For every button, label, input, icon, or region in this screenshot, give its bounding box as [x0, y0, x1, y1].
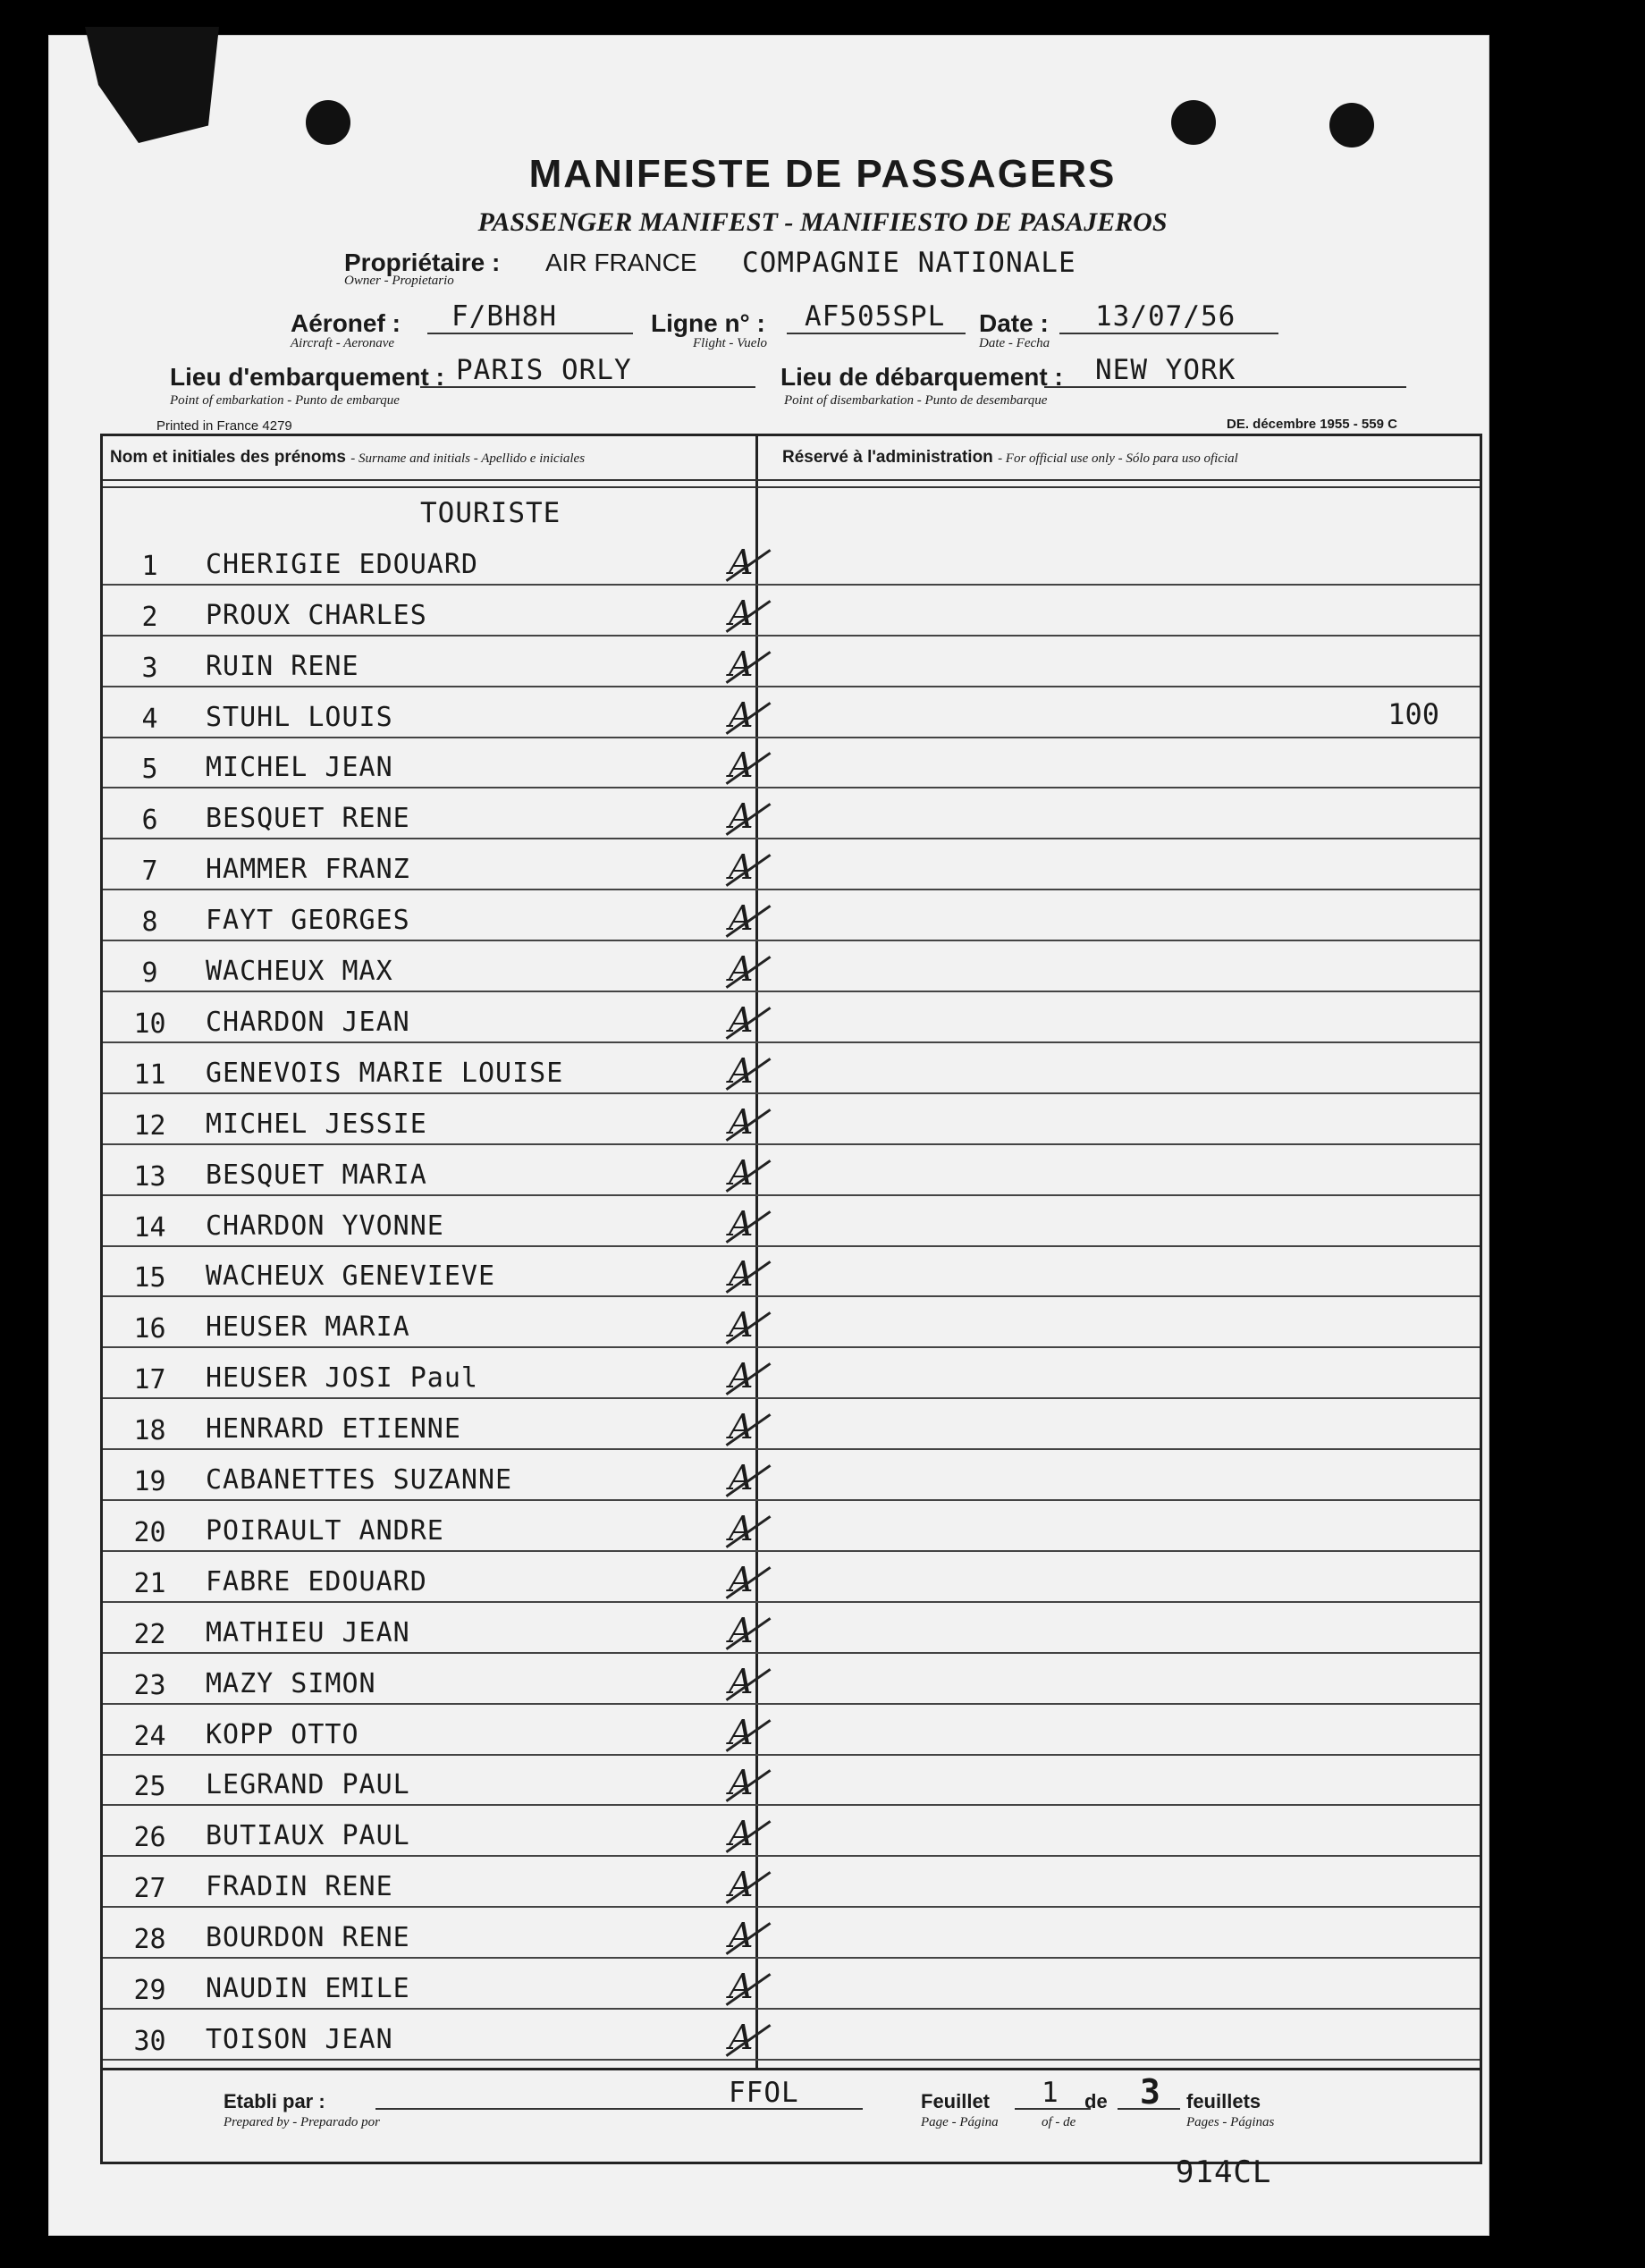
passenger-number: 28 [133, 1924, 166, 1956]
admin-check-mark: A [729, 1203, 754, 1244]
passenger-name: KOPP OTTO [206, 1718, 359, 1750]
passenger-number: 9 [141, 957, 158, 990]
punch-hole [1171, 100, 1216, 145]
punch-hole [1329, 103, 1374, 148]
passenger-number: 5 [141, 754, 158, 786]
admin-check-mark: A [729, 1814, 754, 1854]
date-underline [1059, 333, 1278, 334]
table-row [103, 738, 1480, 789]
of-value: 3 [1140, 2072, 1161, 2112]
admin-check-mark: A [729, 949, 754, 990]
passenger-number: 23 [133, 1669, 166, 1701]
passenger-number: 20 [133, 1516, 166, 1548]
table-row [103, 839, 1480, 890]
passenger-name: RUIN RENE [206, 650, 359, 682]
prepared-underline [375, 2108, 863, 2110]
admin-check-mark: A [729, 695, 754, 735]
prepared-value: FFOL [729, 2077, 799, 2109]
table-row [103, 1399, 1480, 1450]
table-row [103, 1298, 1480, 1349]
table-row [103, 687, 1480, 738]
admin-check-mark: A [729, 1305, 754, 1345]
line-value: AF505SPL [805, 300, 946, 333]
table-row [103, 1807, 1480, 1858]
admin-check-mark: A [729, 1916, 754, 1956]
header-rule [103, 479, 1480, 481]
passenger-number: 27 [133, 1873, 166, 1905]
admin-check-mark: A [729, 542, 754, 582]
aircraft-value: F/BH8H [451, 300, 557, 333]
header-rule [103, 486, 1480, 488]
passenger-number: 19 [133, 1466, 166, 1498]
form-reference: DE. décembre 1955 - 559 C [1227, 417, 1397, 432]
date-sublabel: Date - Fecha [979, 336, 1050, 350]
table-row [103, 637, 1480, 687]
disembark-value: NEW YORK [1095, 354, 1236, 386]
passenger-name: WACHEUX MAX [206, 956, 393, 988]
sheet-value: 1 [1042, 2077, 1059, 2109]
embark-value: PARIS ORLY [456, 354, 632, 386]
embark-sublabel: Point of embarkation - Punto de embarque [170, 393, 400, 408]
class-section-label: TOURISTE [420, 497, 561, 529]
admin-note: 100 [1388, 696, 1439, 731]
admin-check-mark: A [729, 1508, 754, 1548]
table-row [103, 1145, 1480, 1196]
table-row [103, 1603, 1480, 1654]
passenger-name: LEGRAND PAUL [206, 1769, 410, 1801]
embark-underline [420, 386, 755, 388]
of-underline [1118, 2108, 1180, 2110]
disembark-sublabel: Point of disembarkation - Punto de desembarque [784, 393, 1048, 408]
passenger-name: HEUSER JOSI Paul [206, 1362, 478, 1395]
document-title: MANIFESTE DE PASSAGERS [528, 152, 1117, 196]
passenger-name: GENEVOIS MARIE LOUISE [206, 1057, 564, 1089]
admin-check-mark: A [729, 797, 754, 837]
admin-check-mark: A [729, 746, 754, 786]
passenger-name: HENRARD ETIENNE [206, 1413, 461, 1446]
passenger-number: 7 [141, 856, 158, 888]
table-row [103, 1094, 1480, 1145]
owner-printed: AIR FRANCE [545, 249, 697, 276]
passenger-name: MAZY SIMON [206, 1667, 376, 1699]
aircraft-label: Aéronef : [291, 309, 401, 337]
of-label: de [1084, 2090, 1108, 2112]
table-row [103, 992, 1480, 1043]
passenger-name: CHARDON YVONNE [206, 1210, 444, 1242]
passenger-number: 22 [133, 1618, 166, 1650]
aircraft-sublabel: Aircraft - Aeronave [291, 336, 395, 350]
passenger-number: 12 [133, 1109, 166, 1142]
sheet-sublabel: Page - Página [921, 2115, 999, 2129]
disembark-label: Lieu de débarquement : [780, 363, 1063, 391]
passenger-name: BESQUET MARIA [206, 1159, 427, 1191]
prepared-sublabel: Prepared by - Preparado por [224, 2115, 380, 2129]
passenger-number: 1 [141, 550, 158, 582]
passenger-name: BOURDON RENE [206, 1922, 410, 1954]
owner-typed: COMPAGNIE NATIONALE [742, 247, 1076, 279]
bottom-code: 914CL [1176, 2154, 1272, 2190]
admin-check-mark: A [729, 1559, 754, 1599]
disembark-underline [1044, 386, 1406, 388]
admin-check-mark: A [729, 1458, 754, 1498]
admin-check-mark: A [729, 1254, 754, 1294]
passenger-number: 3 [141, 652, 158, 684]
passenger-number: 16 [133, 1313, 166, 1345]
table-row [103, 1857, 1480, 1908]
sheet-underline [1015, 2108, 1091, 2110]
document-subtitle: PASSENGER MANIFEST - MANIFIESTO DE PASAJEROS [477, 207, 1168, 237]
table-row [103, 789, 1480, 840]
line-sublabel: Flight - Vuelo [693, 336, 768, 350]
admin-check-mark: A [729, 1967, 754, 2007]
passenger-name: MICHEL JESSIE [206, 1108, 427, 1140]
admin-check-mark: A [729, 593, 754, 633]
passenger-name: POIRAULT ANDRE [206, 1514, 444, 1547]
passenger-number: 4 [141, 703, 158, 735]
table-row [103, 1501, 1480, 1552]
admin-check-mark: A [729, 1101, 754, 1142]
passenger-number: 14 [133, 1211, 166, 1244]
table-row [103, 1043, 1480, 1094]
admin-check-mark: A [729, 1712, 754, 1752]
passenger-name: HAMMER FRANZ [206, 854, 410, 886]
date-value: 13/07/56 [1095, 300, 1236, 333]
passenger-name: FABRE EDOUARD [206, 1565, 427, 1598]
table-row [103, 941, 1480, 992]
admin-check-mark: A [729, 1407, 754, 1447]
passenger-number: 17 [133, 1364, 166, 1396]
line-underline [787, 333, 966, 334]
admin-check-mark: A [729, 1865, 754, 1905]
passenger-number: 29 [133, 1975, 166, 2007]
passenger-number: 15 [133, 1262, 166, 1294]
passenger-name: NAUDIN EMILE [206, 1973, 410, 2005]
column-header-admin: Réservé à l'administration - For official use only - Sólo para uso oficial [782, 448, 1238, 467]
table-row [103, 586, 1480, 637]
sheets-label: feuillets [1186, 2090, 1261, 2112]
table-row [103, 1247, 1480, 1298]
table-row [103, 2010, 1480, 2061]
table-row [103, 535, 1480, 586]
table-row [103, 1705, 1480, 1756]
table-row [103, 1552, 1480, 1603]
table-row [103, 1654, 1480, 1705]
passenger-number: 10 [133, 1008, 166, 1040]
passenger-name: CHARDON JEAN [206, 1006, 410, 1038]
admin-check-mark: A [729, 2017, 754, 2057]
column-header-names: Nom et initiales des prénoms - Surname and initials - Apellido e iniciales [110, 448, 586, 467]
sheets-sublabel: Pages - Páginas [1186, 2115, 1275, 2129]
admin-check-mark: A [729, 1356, 754, 1396]
prepared-label: Etabli par : [224, 2090, 325, 2112]
passenger-name: FAYT GEORGES [206, 905, 410, 937]
admin-check-mark: A [729, 1152, 754, 1193]
passenger-name: WACHEUX GENEVIEVE [206, 1260, 496, 1293]
passenger-number: 8 [141, 906, 158, 939]
passenger-name: BESQUET RENE [206, 803, 410, 835]
passenger-number: 25 [133, 1771, 166, 1803]
passenger-number: 18 [133, 1415, 166, 1447]
table-row [103, 1959, 1480, 2010]
sheet-label: Feuillet [921, 2090, 991, 2112]
table-row [103, 890, 1480, 941]
aircraft-underline [427, 333, 633, 334]
passenger-name: TOISON JEAN [206, 2023, 393, 2055]
passenger-name: MATHIEU JEAN [206, 1616, 410, 1648]
admin-check-mark: A [729, 1050, 754, 1091]
passenger-name: MICHEL JEAN [206, 752, 393, 784]
of-sublabel: of - de [1042, 2115, 1076, 2129]
admin-check-mark: A [729, 999, 754, 1040]
passenger-name: BUTIAUX PAUL [206, 1820, 410, 1852]
passenger-name: PROUX CHARLES [206, 599, 427, 631]
passenger-number: 30 [133, 2025, 166, 2057]
passenger-name: CHERIGIE EDOUARD [206, 548, 478, 580]
admin-check-mark: A [729, 898, 754, 939]
line-label: Ligne n° : [651, 309, 765, 337]
passenger-number: 13 [133, 1160, 166, 1193]
printed-note: Printed in France 4279 [156, 418, 292, 434]
passenger-number: 11 [133, 1058, 166, 1091]
punch-hole [306, 100, 350, 145]
passenger-number: 26 [133, 1822, 166, 1854]
passenger-number: 6 [141, 805, 158, 837]
admin-check-mark: A [729, 1763, 754, 1803]
embark-label: Lieu d'embarquement : [170, 363, 444, 391]
footer-rule [103, 2068, 1480, 2070]
passenger-table [100, 434, 1482, 2164]
table-row [103, 1196, 1480, 1247]
table-row [103, 1450, 1480, 1501]
passenger-name: FRADIN RENE [206, 1871, 393, 1903]
passenger-name: STUHL LOUIS [206, 701, 393, 733]
passenger-number: 24 [133, 1720, 166, 1752]
passenger-number: 21 [133, 1567, 166, 1599]
admin-check-mark: A [729, 1661, 754, 1701]
owner-label: Propriétaire : [344, 249, 501, 276]
table-row [103, 1348, 1480, 1399]
passenger-name: CABANETTES SUZANNE [206, 1464, 513, 1497]
date-label: Date : [979, 309, 1049, 337]
admin-check-mark: A [729, 1610, 754, 1650]
admin-check-mark: A [729, 847, 754, 888]
admin-check-mark: A [729, 644, 754, 684]
owner-sublabel: Owner - Propietario [344, 274, 454, 288]
passenger-number: 2 [141, 601, 158, 633]
table-row [103, 1756, 1480, 1807]
passenger-name: HEUSER MARIA [206, 1311, 410, 1344]
table-row [103, 1908, 1480, 1959]
